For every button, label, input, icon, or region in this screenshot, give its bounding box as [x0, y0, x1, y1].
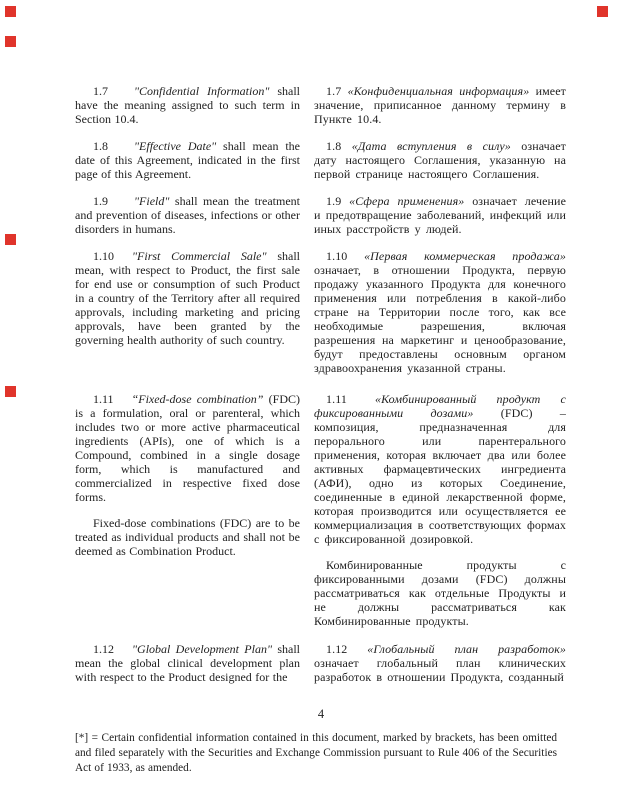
- text-run: 1.10: [326, 249, 365, 263]
- text-run: 1.11: [326, 392, 347, 406]
- section-row-1-12: [75, 642, 567, 684]
- section-row-1-11: [75, 392, 567, 628]
- section-1-12-ru: [314, 642, 566, 684]
- text-run: 1.11: [93, 392, 114, 406]
- text-run: shall mean the date of this Agreement, indicated in the first page of this Agreement.: [75, 139, 300, 181]
- text-run: 1.8: [326, 139, 352, 153]
- text-run: 1.12: [93, 642, 114, 656]
- section-1-11-ru: [314, 392, 566, 628]
- paragraph: [314, 139, 566, 181]
- sections-grid: [75, 84, 567, 684]
- defined-term: "Effective Date": [134, 139, 217, 153]
- text-run: Fixed-dose combinations (FDC) are to be treated as individual products and shall not be deemed as Combination Product.: [75, 516, 300, 558]
- defined-term: «Глобальный план разработок»: [367, 642, 567, 656]
- paragraph: [314, 642, 566, 684]
- defined-term: "Field": [134, 194, 170, 208]
- text-run: 1.7: [326, 84, 348, 98]
- section-row-1-8: [75, 139, 567, 181]
- text-run: shall mean the global clinical development plan with respect to the Product designed for the: [75, 642, 300, 684]
- red-marker: [5, 6, 16, 17]
- section-1-7-en: [75, 84, 300, 126]
- paragraph: [75, 642, 300, 684]
- section-1-9-ru: [314, 194, 566, 236]
- tab-space: [347, 402, 375, 403]
- paragraph: [314, 84, 566, 126]
- paragraph: [75, 516, 300, 558]
- confidentiality-footnote: [*] = Certain confidential information contained in this document, marked by brackets, has been omitted and filed separately with the Securities and Exchange Commission pursuant to Rule 406 of the Securities Act of 1933, as amended.: [75, 732, 557, 774]
- text-run: 1.12: [326, 642, 368, 656]
- defined-term: «Сфера применения»: [349, 194, 465, 208]
- section-row-1-10: [75, 249, 567, 375]
- text-run: имеет значение, приписанное данному термину в Пункте 10.4.: [314, 84, 566, 126]
- tab-space: [108, 204, 134, 205]
- text-run: 1.7: [93, 84, 108, 98]
- tab-space: [114, 652, 132, 653]
- defined-term: “Fixed-dose combination”: [131, 392, 264, 406]
- tab-space: [108, 94, 134, 95]
- paragraph: [75, 194, 300, 236]
- page-number: 4: [317, 707, 325, 721]
- section-1-12-en: [75, 642, 300, 684]
- text-run: shall mean, with respect to Product, the first sale for end use or consumption of such Product in a country of the Territory after all required approvals, including marketing and pricing approvals, have been granted by the governing health authority of such country.: [75, 249, 300, 347]
- section-row-1-9: [75, 194, 567, 236]
- text-run: 1.8: [93, 139, 108, 153]
- paragraph: [314, 194, 566, 236]
- text-run: означает лечение и предотвращение заболеваний, инфекций или иных расстройств у людей.: [314, 194, 566, 236]
- tab-space: [114, 402, 132, 403]
- paragraph: [75, 392, 300, 504]
- text-run: 1.9: [93, 194, 108, 208]
- text-run: означает, в отношении Продукта, первую продажу указанного Продукта для конечного применения или потребления в какой-либо стране на Территории после того, как все необходимые разрешения, включая разрешения на маркетинг и ценообразование, будут предоставлены основным органом здравоохранения указанной страны.: [314, 263, 566, 375]
- text-run: означает глобальный план клинических разработок в отношении Продукта, созданный: [314, 656, 566, 684]
- red-marker: [5, 234, 16, 245]
- text-run: (FDC) is a formulation, oral or parenteral, which includes two or more active pharmaceutical ingredients (APIs), one of which is a Compound, combined in a single dosage form, which is manufactured and commercialized in respective fixed dose forms.: [75, 392, 300, 504]
- red-marker: [5, 36, 16, 47]
- tab-space: [108, 149, 134, 150]
- text-run: Комбинированные продукты с фиксированными дозами (FDC) должны рассматриваться как отдельные Продукты и не должны рассматриваться как Комбинированные продукты.: [314, 558, 566, 628]
- section-1-10-ru: [314, 249, 566, 375]
- section-row-1-7: [75, 84, 567, 126]
- paragraph: [75, 84, 300, 126]
- defined-term: "Global Development Plan": [132, 642, 273, 656]
- red-marker: [5, 386, 16, 397]
- text-run: означает дату настоящего Соглашения, указанную на первой странице настоящего Соглашения.: [314, 139, 566, 181]
- defined-term: «Комбинированный продукт с фиксированными дозами»: [314, 392, 566, 420]
- paragraph: [314, 392, 566, 546]
- bilingual-text-block: [75, 84, 567, 684]
- defined-term: "Confidential Information": [134, 84, 270, 98]
- paragraph: [75, 139, 300, 181]
- text-run: shall have the meaning assigned to such term in Section 10.4.: [75, 84, 300, 126]
- text-run: 1.10: [93, 249, 114, 263]
- paragraph: [75, 249, 300, 347]
- text-run: (FDC) – композиция, предназначенная для перорального или парентерального применения, которая включает два или более активных фармацевтических ингредиента (АФИ), одно из которых Соединение, соединенные в единой лекарственной форме, которая производится или осуществляется ее коммерциализация в соответствующих формах с фиксированной дозировкой.: [314, 406, 566, 546]
- text-run: shall mean the treatment and prevention of diseases, infections or other disorders in humans.: [75, 194, 300, 236]
- defined-term: «Конфиденциальная информация»: [347, 84, 530, 98]
- defined-term: «Дата вступления в силу»: [351, 139, 511, 153]
- section-1-11-en: [75, 392, 300, 628]
- section-1-8-ru: [314, 139, 566, 181]
- section-1-10-en: [75, 249, 300, 375]
- defined-term: "First Commercial Sale": [132, 249, 267, 263]
- text-run: 1.9: [326, 194, 350, 208]
- paragraph: [314, 249, 566, 375]
- red-marker: [597, 6, 608, 17]
- section-1-8-en: [75, 139, 300, 181]
- section-1-9-en: [75, 194, 300, 236]
- paragraph: [314, 558, 566, 628]
- tab-space: [114, 259, 132, 260]
- section-1-7-ru: [314, 84, 566, 126]
- defined-term: «Первая коммерческая продажа»: [364, 249, 566, 263]
